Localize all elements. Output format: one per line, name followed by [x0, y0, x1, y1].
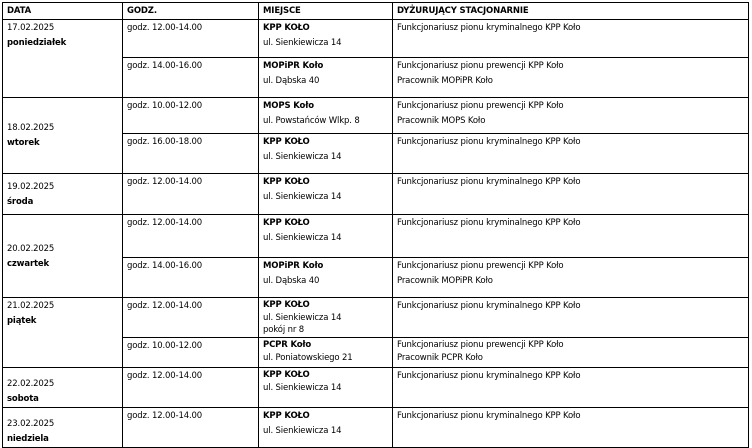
place-address: ul. Powstańców Wlkp. 8 — [263, 116, 360, 126]
duty-cell — [393, 98, 749, 134]
duty-officer: Funkcjonariusz pionu prewencji KPP Koło — [397, 340, 564, 350]
place-cell — [259, 134, 393, 174]
place-cell — [259, 174, 393, 215]
date-text: 23.02.2025 — [7, 419, 55, 429]
place-name: KPP KOŁO — [263, 370, 310, 380]
date-cell — [3, 408, 123, 448]
duty-cell — [393, 368, 749, 408]
duty-officer: Funkcjonariusz pionu prewencji KPP Koło — [397, 61, 564, 71]
table-row — [3, 98, 749, 134]
time-cell: godz. 12.00-14.00 — [123, 215, 259, 258]
place-cell — [259, 20, 393, 58]
time-cell: godz. 12.00-14.00 — [123, 20, 259, 58]
date-text: 22.02.2025 — [7, 379, 55, 389]
duty-officer: Funkcjonariusz pionu kryminalnego KPP Koło — [397, 301, 581, 311]
duty-officer: Funkcjonariusz pionu kryminalnego KPP Koło — [397, 177, 581, 187]
place-cell — [259, 215, 393, 258]
column-header-hours: GODZ. — [123, 3, 259, 20]
time-cell: godz. 14.00-16.00 — [123, 58, 259, 98]
time-cell: godz. 14.00-16.00 — [123, 258, 259, 298]
date-text: 17.02.2025 — [7, 23, 55, 33]
table-row — [3, 368, 749, 408]
weekday-text: czwartek — [7, 258, 50, 269]
weekday-text: poniedziałek — [7, 38, 67, 48]
date-cell — [3, 368, 123, 408]
place-address: ul. Dąbska 40 — [263, 276, 320, 286]
duty-cell — [393, 338, 749, 368]
time-cell: godz. 10.00-12.00 — [123, 338, 259, 368]
duty-staff: Pracownik PCPR Koło — [397, 353, 483, 363]
place-name: KPP KOŁO — [263, 177, 310, 187]
date-cell — [3, 215, 123, 298]
table-row — [3, 215, 749, 258]
place-room: pokój nr 8 — [263, 325, 304, 335]
date-text: 21.02.2025 — [7, 301, 55, 311]
weekday-text: niedziela — [7, 434, 49, 444]
duty-officer: Funkcjonariusz pionu kryminalnego KPP Koło — [397, 371, 581, 381]
place-name: KPP KOŁO — [263, 23, 310, 33]
time-cell: godz. 10.00-12.00 — [123, 98, 259, 134]
place-cell — [259, 368, 393, 408]
weekday-text: piątek — [7, 316, 37, 326]
date-cell — [3, 298, 123, 368]
place-address: ul. Poniatowskiego 21 — [263, 353, 353, 363]
table-row — [3, 20, 749, 58]
table-row — [3, 298, 749, 338]
date-cell — [3, 174, 123, 215]
duty-cell — [393, 298, 749, 338]
time-cell: godz. 16.00-18.00 — [123, 134, 259, 174]
duty-officer: Funkcjonariusz pionu prewencji KPP Koło — [397, 261, 564, 271]
duty-schedule-table — [2, 2, 749, 448]
duty-cell — [393, 20, 749, 58]
duty-cell — [393, 215, 749, 258]
duty-cell — [393, 174, 749, 215]
table-row — [3, 408, 749, 448]
place-name: MOPiPR Koło — [263, 261, 324, 271]
place-cell — [259, 58, 393, 98]
table-row — [3, 174, 749, 215]
time-cell: godz. 12.00-14.00 — [123, 298, 259, 338]
place-address: ul. Sienkiewicza 14 — [263, 312, 342, 323]
duty-cell — [393, 258, 749, 298]
duty-officer: Funkcjonariusz pionu kryminalnego KPP Koło — [397, 218, 581, 228]
duty-staff: Pracownik MOPiPR Koło — [397, 276, 493, 286]
place-name: MOPiPR Koło — [263, 61, 324, 71]
date-cell — [3, 98, 123, 174]
weekday-text: środa — [7, 196, 34, 207]
duty-officer: Funkcjonariusz pionu prewencji KPP Koło — [397, 101, 564, 111]
place-address: ul. Sienkiewicza 14 — [263, 233, 342, 243]
place-address: ul. Sienkiewicza 14 — [263, 152, 342, 162]
duty-cell — [393, 408, 749, 448]
duty-cell — [393, 58, 749, 98]
column-header-duty: DYŻURUJĄCY STACJONARNIE — [393, 3, 749, 20]
column-header-date: DATA — [3, 3, 123, 20]
date-cell — [3, 20, 123, 98]
place-name: MOPS Koło — [263, 101, 314, 111]
place-address: ul. Dąbska 40 — [263, 76, 320, 86]
date-text: 20.02.2025 — [7, 243, 55, 254]
place-name: KPP KOŁO — [263, 411, 310, 421]
place-name: PCPR Koło — [263, 340, 312, 350]
weekday-text: sobota — [7, 394, 39, 404]
weekday-text: wtorek — [7, 138, 40, 148]
place-cell — [259, 258, 393, 298]
duty-staff: Pracownik MOPS Koło — [397, 116, 486, 126]
place-address: ul. Sienkiewicza 14 — [263, 192, 342, 202]
duty-staff: Pracownik MOPiPR Koło — [397, 76, 493, 86]
duty-officer: Funkcjonariusz pionu kryminalnego KPP Koło — [397, 411, 581, 421]
duty-officer: Funkcjonariusz pionu kryminalnego KPP Koło — [397, 23, 581, 33]
place-name: KPP KOŁO — [263, 218, 310, 228]
duty-cell — [393, 134, 749, 174]
place-cell — [259, 408, 393, 448]
time-cell: godz. 12.00-14.00 — [123, 408, 259, 448]
place-address: ul. Sienkiewicza 14 — [263, 383, 342, 393]
column-header-place: MIEJSCE — [259, 3, 393, 20]
place-address: ul. Sienkiewicza 14 — [263, 426, 342, 436]
date-text: 19.02.2025 — [7, 181, 55, 192]
place-name: KPP KOŁO — [263, 137, 310, 147]
place-cell — [259, 298, 393, 338]
time-cell: godz. 12.00-14.00 — [123, 368, 259, 408]
place-cell — [259, 338, 393, 368]
time-cell: godz. 12.00-14.00 — [123, 174, 259, 215]
place-name: KPP KOŁO — [263, 300, 310, 310]
duty-officer: Funkcjonariusz pionu kryminalnego KPP Koło — [397, 137, 581, 147]
date-text: 18.02.2025 — [7, 123, 55, 133]
place-cell — [259, 98, 393, 134]
place-address: ul. Sienkiewicza 14 — [263, 38, 342, 48]
table-header-row — [3, 3, 749, 20]
